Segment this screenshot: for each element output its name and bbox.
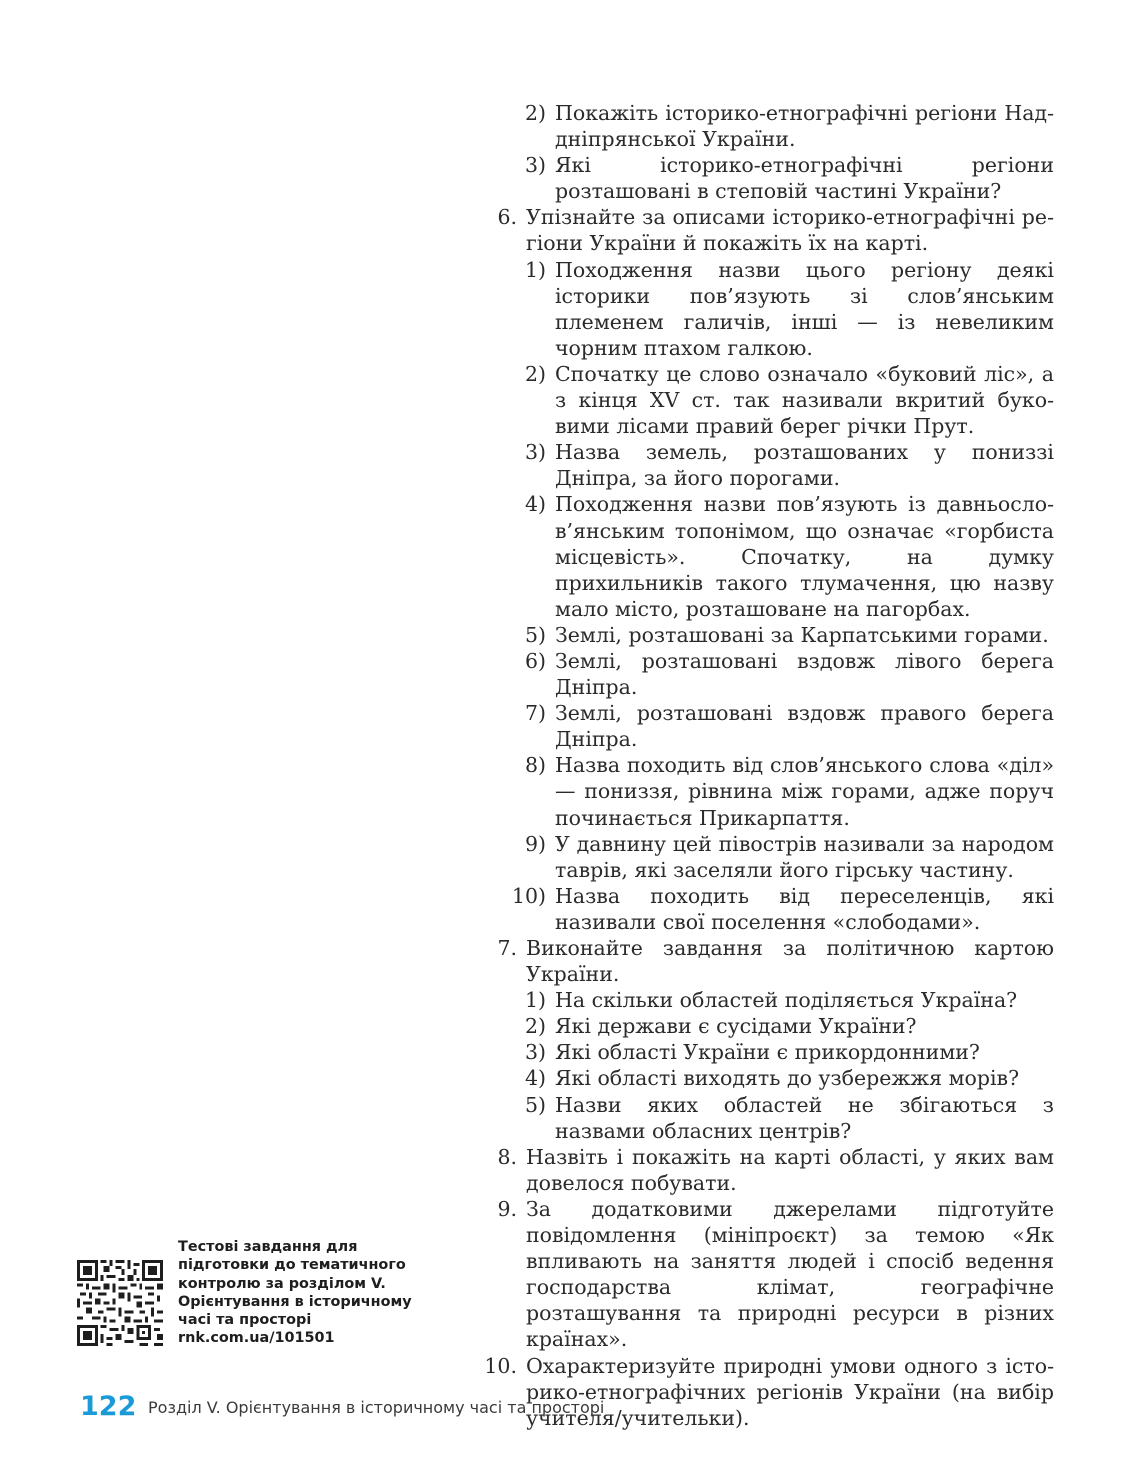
item-number: 3) [524,1040,546,1065]
item-text: Походження назви пов’язують із давньослов’янським топонімом, що означає «горбиста місцевість». Спочатку, на думку прихильників такого тлумачення, цю назву мало місто, розташоване на пагорбах. [555,492,1054,621]
question-6-9 [479,831,1054,883]
questions-column [479,100,1054,1431]
item-text: Назва походить від переселенців, які називали свої поселення «слободами». [555,883,1054,934]
item-number: 2) [524,101,546,125]
question-7-3 [479,1039,1054,1065]
item-number: 8) [524,753,546,778]
question-7-4 [479,1065,1054,1091]
item-number: 9) [524,831,546,856]
qr-code-icon[interactable] [77,1260,163,1346]
question-number: 9. [497,1196,517,1221]
question-5-2 [479,100,1054,152]
question-6-5 [479,622,1054,648]
question-number: 10. [484,1353,517,1378]
tests-link-block[interactable] [178,1238,448,1348]
item-text: Землі, розташовані за Карпатськими горами. [555,622,1049,647]
item-text: Які області України є прикордонними? [555,1040,980,1065]
question-6-10 [479,883,1054,935]
item-number: 1) [524,988,546,1013]
tests-link-line: часі та просторі [178,1312,312,1329]
question-7 [479,935,1054,987]
item-number: 10) [511,883,546,908]
question-text: Виконайте завдання за політичною картою України. [526,936,1054,987]
item-number: 7) [524,701,546,726]
item-number: 4) [524,1066,546,1091]
item-text: На скільки областей поділяється Україна? [555,988,1018,1013]
question-text: Упізнайте за описами історико-етнографічні регіони України й покажіть їх на карті. [526,205,1054,256]
item-number: 3) [524,440,546,465]
question-8 [479,1144,1054,1196]
item-text: Назва земель, розташованих у пониззі Дніпра, за його порогами. [555,440,1054,491]
item-text: Покажіть історико-етнографічні регіони Наддніпрянської України. [555,101,1054,152]
tests-link-line: Орієнтування в історичному [178,1293,412,1310]
section-title: Розділ V. Орієнтування в історичному часі та просторі [148,1398,605,1417]
item-text: Походження назви цього регіону деякі історики пов’язують зі слов’янським племенем галичів, інші — із невеликим чорним птахом галкою. [555,257,1054,360]
question-text: Назвіть і покажіть на карті області, у яких вам довелося побувати. [526,1144,1054,1195]
item-text: Які області виходять до узбережжя морів? [555,1066,1020,1091]
question-6-8 [479,752,1054,830]
item-number: 5) [524,622,546,647]
question-number: 6. [497,205,517,230]
question-text: Охарактеризуйте природні умови одного з історико-етнографічних регіонів України (на вибір учителя/учительки). [526,1353,1054,1430]
qr-code-graphic [77,1260,163,1346]
item-number: 1) [524,257,546,282]
question-6 [479,204,1054,256]
question-text: За додатковими джерелами підготуйте повідомлення (мініпроєкт) за темою «Як впливають на заняття людей і спосіб ведення господарства клімат, географічне розташування та природні ресурси в різних країнах». [526,1196,1054,1352]
question-number: 7. [497,936,517,960]
item-text: У давнину цей півострів називали за народом таврів, які заселяли його гірську частину. [555,831,1054,882]
item-text: Землі, розташовані вздовж правого берега Дніпра. [555,701,1054,752]
tests-url[interactable]: rnk.com.ua/101501 [178,1330,335,1347]
page-number: 122 [80,1391,137,1422]
tests-link-line: контролю за розділом V. [178,1275,386,1292]
question-7-5 [479,1092,1054,1144]
item-number: 5) [524,1092,546,1117]
item-number: 2) [524,361,546,386]
question-9 [479,1196,1054,1353]
item-number: 4) [524,492,546,517]
question-10 [479,1353,1054,1431]
question-6-1 [479,257,1054,361]
item-number: 2) [524,1014,546,1039]
item-text: Землі, розташовані вздовж лівого берега Дніпра. [555,648,1054,700]
item-text: Назва походить від слов’янського слова «діл» — пониззя, рівнина між горами, адже поруч починається Прикарпаття. [555,753,1054,830]
tests-link-line: Тестові завдання для [178,1239,358,1255]
question-6-3 [479,439,1054,491]
question-6-2 [479,361,1054,439]
question-6-6 [479,648,1054,700]
item-text: Спочатку це слово означало «буковий ліс», а з кінця XV ст. так називали вкритий буковими лісами правий берег річки Прут. [555,361,1054,439]
question-7-2 [479,1013,1054,1039]
tests-link-line: підготовки до тематичного [178,1257,406,1274]
item-text: Які держави є сусідами України? [555,1014,917,1039]
item-text: Назви яких областей не збігаються з назвами обласних центрів? [555,1092,1054,1143]
item-number: 3) [524,153,546,178]
question-5-3 [479,152,1054,204]
question-6-4 [479,491,1054,621]
question-7-1 [479,987,1054,1013]
question-6-7 [479,700,1054,752]
item-number: 6) [524,648,546,673]
question-number: 8. [497,1144,517,1169]
item-text: Які історико-етнографічні регіони розташовані в степовій частині України? [555,153,1054,204]
